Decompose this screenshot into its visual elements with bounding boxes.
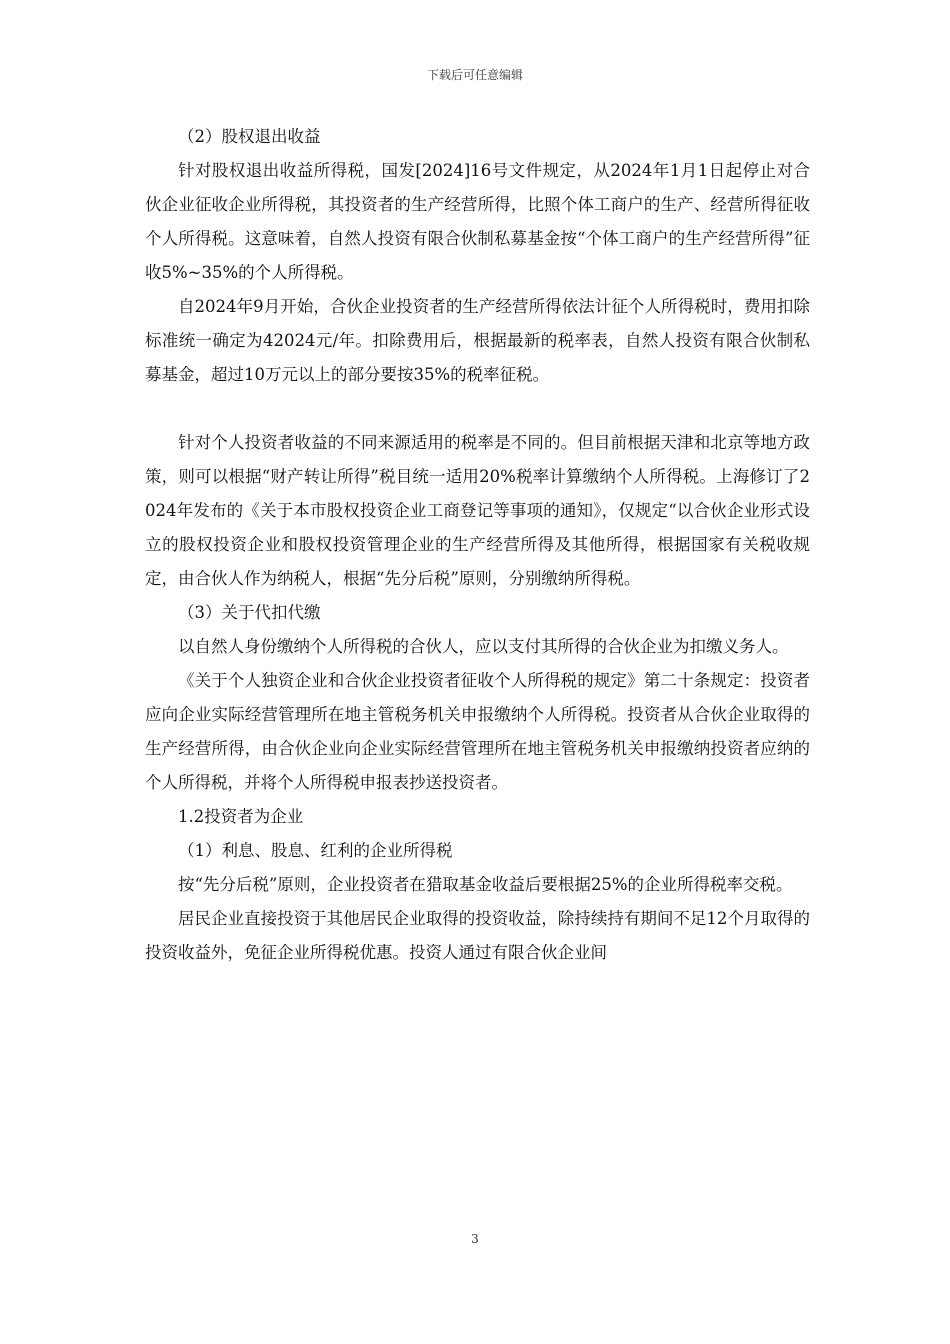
paragraph: 以自然人身份缴纳个人所得税的合伙人，应以支付其所得的合伙企业为扣缴义务人。 — [178, 637, 789, 656]
paragraph: 居民企业直接投资于其他居民企业取得的投资收益，除持续持有期间不足12个月取得的投资收益外，免征企业所得税优惠。投资人通过有限合伙企业间 — [145, 909, 810, 962]
page-number: 3 — [471, 1232, 479, 1246]
section-heading: 1.2投资者为企业 — [178, 807, 304, 826]
blank-line — [145, 392, 810, 426]
document-body — [145, 120, 810, 970]
subheading-withholding: （3）关于代扣代缴 — [178, 603, 321, 622]
paragraph: 针对个人投资者收益的不同来源适用的税率是不同的。但目前根据天津和北京等地方政策，则可以根据“财产转让所得”税目统一适用20%税率计算缴纳个人所得税。上海修订了2024年发布的《关于本市股权投资企业工商登记等事项的通知》，仅规定“以合伙企业形式设立的股权投资企业和股权投资管理企业的生产经营所得及其他所得，根据国家有关税收规定，由合伙人作为纳税人，根据“先分后税”原则，分别缴纳所得税。 — [145, 433, 810, 588]
paragraph: 《关于个人独资企业和合伙企业投资者征收个人所得税的规定》第二十条规定：投资者应向企业实际经营管理所在地主管税务机关申报缴纳个人所得税。投资者从合伙企业取得的生产经营所得，由合伙企业向企业实际经营管理所在地主管税务机关申报缴纳投资者应纳的个人所得税，并将个人所得税申报表抄送投资者。 — [145, 671, 810, 792]
subheading-interest-dividends: （1）利息、股息、红利的企业所得税 — [178, 841, 453, 860]
page-header: 下载后可任意编辑 — [426, 68, 523, 82]
paragraph: 针对股权退出收益所得税，国发[2024]16号文件规定，从2024年1月1日起停止对合伙企业征收企业所得税，其投资者的生产经营所得，比照个体工商户的生产、经营所得征收个人所得税。这意味着，自然人投资有限合伙制私募基金按“个体工商户的生产经营所得”征收5%~35%的个人所得税。 — [145, 161, 810, 282]
subheading-equity-exit: （2）股权退出收益 — [178, 127, 321, 146]
paragraph: 按“先分后税”原则，企业投资者在猎取基金收益后要根据25%的企业所得税率交税。 — [178, 875, 793, 894]
paragraph: 自2024年9月开始，合伙企业投资者的生产经营所得依法计征个人所得税时，费用扣除标准统一确定为42024元/年。扣除费用后，根据最新的税率表，自然人投资有限合伙制私募基金，超过10万元以上的部分要按35%的税率征税。 — [145, 297, 810, 384]
